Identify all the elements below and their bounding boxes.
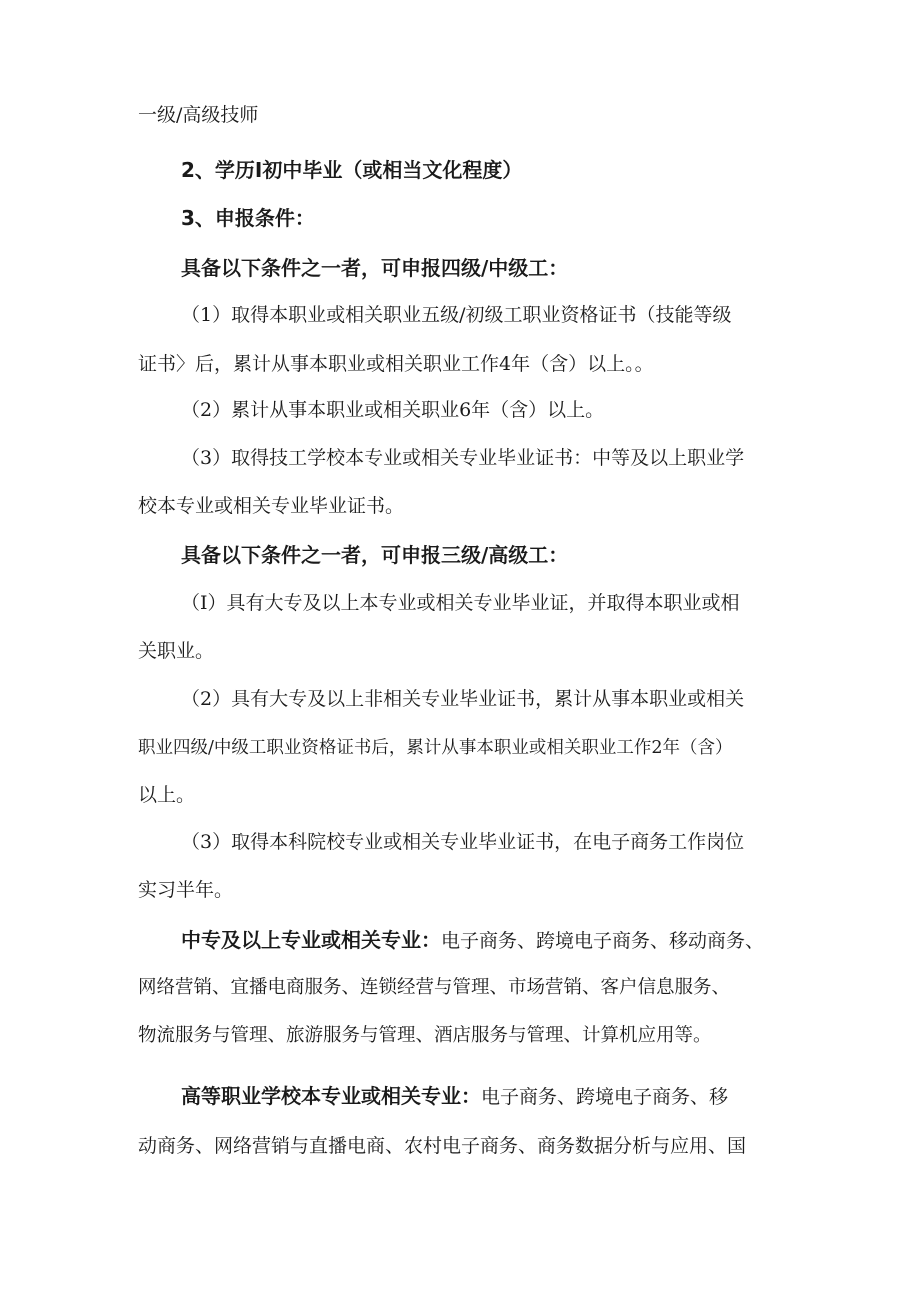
text-line: （1）取得本职业或相关职业五级/初级工职业资格证书（技能等级	[181, 304, 732, 326]
section-heading: 2、学历I初中毕业（或相当文化程度）	[181, 158, 523, 182]
text-line: 动商务、网络营销与直播电商、农村电子商务、商务数据分析与应用、国	[138, 1135, 747, 1157]
text-line: 物流服务与管理、旅游服务与管理、酒店服务与管理、计算机应用等。	[138, 1025, 712, 1046]
text-line: 中专及以上专业或相关专业：电子商务、跨境电子商务、移动商务、	[181, 928, 765, 952]
text-line: （2）具有大专及以上非相关专业毕业证书，累计从事本职业或相关	[181, 688, 745, 710]
text-line: 关职业。	[138, 640, 215, 662]
text-line: 校本专业或相关专业毕业证书。	[138, 495, 405, 517]
text-line: 一级/高级技师	[138, 104, 259, 126]
text-line: （3）取得技工学校本专业或相关专业毕业证书：中等及以上职业学	[181, 447, 745, 469]
section-heading: 3、申报条件：	[181, 206, 315, 230]
text-line: 网络营销、宜播电商服务、连锁经营与管理、市场营销、客户信息服务、	[138, 977, 731, 998]
text-line: 证书〉后，累计从事本职业或相关职业工作4年（含）以上。。	[138, 353, 654, 375]
text-line: （3）取得本科院校专业或相关专业毕业证书，在电子商务工作岗位	[181, 831, 745, 853]
major-category-label: 高等职业学校本专业或相关专业：	[181, 1084, 481, 1108]
text-line: （I）具有大专及以上本专业或相关专业毕业证，并取得本职业或相	[181, 592, 740, 614]
subsection-heading: 具备以下条件之一者，可申报四级/中级工：	[181, 256, 569, 280]
text-line: 高等职业学校本专业或相关专业：电子商务、跨境电子商务、移	[181, 1084, 729, 1108]
text-line: 实习半年。	[138, 879, 234, 901]
text-line: 以上。	[138, 784, 196, 806]
major-category-label: 中专及以上专业或相关专业：	[181, 928, 441, 952]
text-line: （2）累计从事本职业或相关职业6年（含）以上。	[181, 399, 605, 421]
subsection-heading: 具备以下条件之一者，可申报三级/高级工：	[181, 543, 569, 567]
text-line: 职业四级/中级工职业资格证书后，累计从事本职业或相关职业工作2年（含）	[138, 738, 733, 758]
